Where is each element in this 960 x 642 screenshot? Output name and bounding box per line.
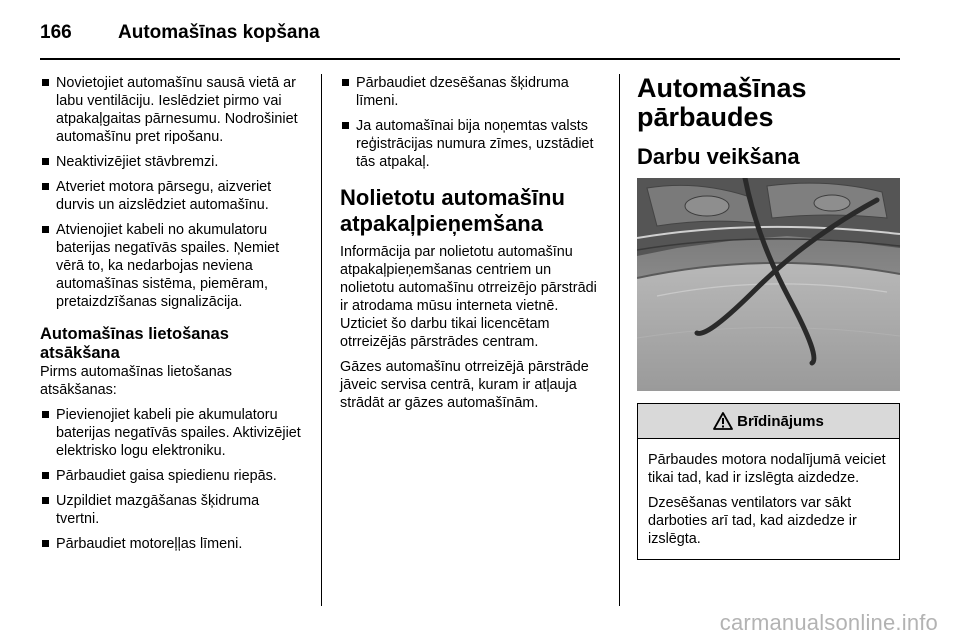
list-item: Pievienojiet kabeli pie akumulatoru baterijas negatīvās spailes. Aktivizējiet elektrisko logu elektroniku. xyxy=(40,406,306,460)
column-divider-1 xyxy=(321,74,322,606)
resume-use-heading: Automašīnas lietošanas atsākšana xyxy=(40,325,229,362)
page-number: 166 xyxy=(40,22,72,43)
bullet-square-icon xyxy=(342,79,349,86)
warning-title: Brīdinājums xyxy=(737,412,824,430)
engine-bay-illustration xyxy=(637,178,900,391)
list-item: Pārbaudiet dzesēšanas šķidruma līmeni. xyxy=(340,74,602,110)
warning-paragraph-2: Dzesēšanas ventilators var sākt darboties arī tad, kad aizdedze ir izslēgta. xyxy=(648,495,857,547)
warning-triangle-icon xyxy=(713,412,733,430)
column-2 xyxy=(340,74,602,419)
list-item: Neaktivizējiet stāvbremzi. xyxy=(40,153,306,171)
warning-header xyxy=(638,404,899,439)
warning-body xyxy=(638,439,899,559)
bullet-square-icon xyxy=(42,472,49,479)
bullet-square-icon xyxy=(42,411,49,418)
page-header xyxy=(40,22,320,46)
bullet-square-icon xyxy=(42,497,49,504)
list-item: Uzpildiet mazgāšanas šķidruma tvertni. xyxy=(40,492,306,528)
bullet-square-icon xyxy=(42,158,49,165)
bullet-square-icon xyxy=(342,122,349,129)
list-item: Ja automašīnai bija noņemtas valsts reģistrācijas numura zīmes, uzstādiet tās atpakaļ. xyxy=(340,117,602,171)
column-3 xyxy=(637,74,900,560)
header-rule xyxy=(40,58,900,60)
list-item: Atveriet motora pārsegu, aizveriet durvis un aizslēdziet automašīnu. xyxy=(40,178,306,214)
vehicle-checks-heading: Automašīnas pārbaudes xyxy=(637,73,807,132)
recycling-paragraph-2: Gāzes automašīnu otrreizējā pārstrāde jāveic servisa centrā, kuram ir atļauja strādāt ar gāzes automašīnām. xyxy=(340,359,589,411)
performing-work-heading: Darbu veikšana xyxy=(637,144,800,169)
list-item: Pārbaudiet motoreļļas līmeni. xyxy=(40,535,306,553)
list-item: Pārbaudiet gaisa spiedienu riepās. xyxy=(40,467,306,485)
bullet-square-icon xyxy=(42,183,49,190)
column-divider-2 xyxy=(619,74,620,606)
resume-use-intro: Pirms automašīnas lietošanas atsākšanas: xyxy=(40,364,232,398)
list-item: Novietojiet automašīnu sausā vietā ar labu ventilāciju. Ieslēdziet pirmo vai atpakaļgaitas pārnesumu. Nodrošiniet automašīnu pret ripošanu. xyxy=(40,74,306,146)
recycling-paragraph-1: Informācija par nolietotu automašīnu atpakaļpieņemšanas centriem un nolietotu automašīnu otrreizējo pārstrādi ir atrodama mūsu interneta vietnē. Uzticiet šo darbu tikai licencētam otrreizējās pārstrādes centram. xyxy=(340,244,597,350)
column-1 xyxy=(40,74,306,560)
continued-steps-list xyxy=(340,74,602,171)
page-title: Automašīnas kopšana xyxy=(118,22,320,43)
list-item: Atvienojiet kabeli no akumulatoru baterijas negatīvās spailes. Ņemiet vērā to, ka nedarbojas neviena automašīnas sistēma, piemēram, pretaizdzīšanas signalizācija. xyxy=(40,221,306,311)
recycling-heading: Nolietotu automašīnu atpakaļpieņemšana xyxy=(340,185,565,236)
bullet-square-icon xyxy=(42,226,49,233)
warning-paragraph-1: Pārbaudes motora nodalījumā veiciet tikai tad, kad ir izslēgta aizdedze. xyxy=(648,452,886,486)
storage-steps-list xyxy=(40,74,306,311)
warning-box xyxy=(637,403,900,560)
resume-steps-list xyxy=(40,406,306,553)
bullet-square-icon xyxy=(42,540,49,547)
bullet-square-icon xyxy=(42,79,49,86)
watermark: carmanualsonline.info xyxy=(719,610,938,635)
